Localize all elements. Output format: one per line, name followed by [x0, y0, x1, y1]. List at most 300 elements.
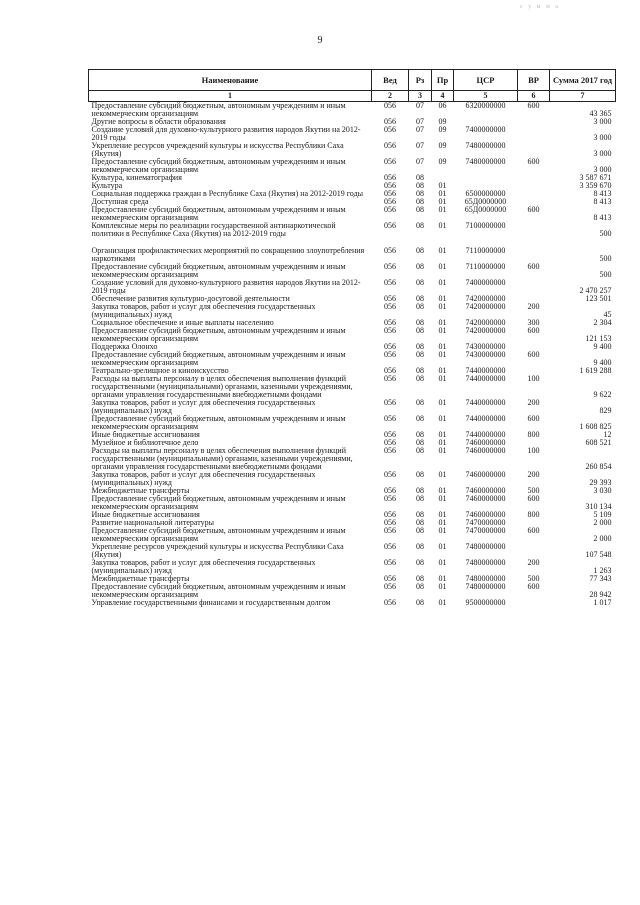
- row-sum: 500: [599, 254, 612, 263]
- row-name: Предоставление субсидий бюджетным, автономным учреждениям и иным некоммерческим организациям: [91, 582, 346, 599]
- row-sum: 3 000: [593, 165, 612, 174]
- row-rz: 08: [416, 173, 424, 182]
- row-ved: 056: [384, 117, 396, 126]
- row-name: Иные бюджетные ассигнования: [91, 430, 200, 439]
- row-vr: 200: [527, 470, 540, 479]
- row-pr: 01: [438, 486, 447, 495]
- table-row: [89, 599, 616, 607]
- row-vr: [518, 543, 550, 559]
- row-rz: 08: [416, 518, 424, 527]
- row-ved: 056: [384, 318, 396, 327]
- row-csr: 65Д0000000: [464, 197, 507, 206]
- row-sum: 28 942: [589, 590, 612, 599]
- row-rz: 08: [416, 246, 424, 255]
- row-name: Укрепление ресурсов учреждений культуры и искусства Республики Саха (Якутия): [91, 141, 344, 158]
- row-csr: 7440000000: [465, 414, 506, 423]
- row-ved: 056: [384, 582, 396, 591]
- row-pr: 01: [438, 221, 447, 230]
- row-ved: 056: [384, 294, 396, 303]
- row-csr: 7110000000: [465, 246, 506, 255]
- row-name: Доступная среда: [91, 197, 149, 206]
- table-row: [89, 206, 616, 222]
- row-csr: 7460000000: [465, 494, 506, 503]
- row-csr: 7460000000: [465, 486, 506, 495]
- row-vr: [518, 190, 550, 198]
- row-rz: 08: [416, 221, 424, 230]
- column-number-row: [89, 91, 616, 102]
- row-sum: 3 000: [593, 149, 612, 158]
- row-name: Предоставление субсидий бюджетным, автономным учреждениям и иным некоммерческим организациям: [91, 414, 346, 431]
- row-vr: [518, 247, 550, 263]
- row-rz: 08: [416, 326, 424, 335]
- row-sum: 829: [599, 406, 612, 415]
- table-row: [89, 399, 616, 415]
- row-sum: 260 854: [585, 462, 612, 471]
- row-pr: 01: [438, 326, 447, 335]
- row-vr: 100: [527, 446, 540, 455]
- row-ved: 056: [384, 398, 396, 407]
- row-ved: 056: [384, 181, 396, 190]
- row-name: Закупка товаров, работ и услуг для обеспечения государственных (муниципальных) нужд: [91, 558, 316, 575]
- row-vr: 200: [527, 302, 540, 311]
- row-pr: 01: [438, 181, 447, 190]
- row-sum: 1 017: [593, 598, 612, 607]
- row-ved: 056: [384, 446, 396, 455]
- header-rz: Рз: [409, 70, 432, 91]
- row-pr: 09: [438, 125, 447, 134]
- row-rz: 08: [416, 189, 424, 198]
- row-sum: 12: [603, 430, 612, 439]
- row-vr: 600: [527, 414, 540, 423]
- row-vr: [518, 126, 550, 142]
- row-ved: 056: [384, 438, 396, 447]
- row-vr: [518, 222, 550, 238]
- row-csr: 7470000000: [465, 526, 506, 535]
- row-pr: 01: [438, 446, 447, 455]
- row-pr: 09: [438, 141, 447, 150]
- header-pr: Пр: [432, 70, 454, 91]
- row-name: Создание условий для духовно-культурного развития народов Якутии на 2012-2019 годы: [91, 278, 361, 295]
- row-csr: 7460000000: [465, 438, 506, 447]
- row-ved: 056: [384, 157, 396, 166]
- row-name: Предоставление субсидий бюджетным, автономным учреждениям и иным некоммерческим организациям: [91, 326, 346, 343]
- row-pr: 01: [438, 366, 447, 375]
- row-csr: 7460000000: [465, 446, 506, 455]
- table-row: [89, 495, 616, 511]
- row-ved: 056: [384, 494, 396, 503]
- row-rz: 08: [416, 205, 424, 214]
- row-pr: 01: [438, 582, 447, 591]
- table-row: [89, 351, 616, 367]
- row-pr: 01: [438, 542, 447, 551]
- row-csr: 6500000000: [465, 189, 506, 198]
- row-vr: 600: [527, 326, 540, 335]
- row-vr: 600: [527, 526, 540, 535]
- row-sum: 107 548: [585, 550, 612, 559]
- table-row: [89, 247, 616, 263]
- row-pr: 09: [438, 157, 447, 166]
- row-name: Другие вопросы в области образования: [91, 117, 226, 126]
- row-name: Иные бюджетные ассигнования: [91, 510, 200, 519]
- row-name: Культура, кинематография: [91, 173, 182, 182]
- table-row: [89, 303, 616, 319]
- row-ved: 056: [384, 598, 396, 607]
- row-sum: 2 470 257: [579, 286, 612, 295]
- row-ved: 056: [384, 414, 396, 423]
- row-ved: 056: [384, 350, 396, 359]
- row-vr: [518, 142, 550, 158]
- table-row: [89, 279, 616, 295]
- row-rz: 08: [416, 294, 424, 303]
- table-row: [89, 102, 616, 119]
- row-ved: 056: [384, 374, 396, 383]
- row-sum: 9 400: [593, 342, 612, 351]
- row-sum: 500: [599, 229, 612, 238]
- row-csr: 7400000000: [465, 278, 506, 287]
- row-sum: 310 134: [585, 502, 612, 511]
- row-pr: 01: [438, 398, 447, 407]
- row-vr: 600: [527, 262, 540, 271]
- row-ved: 056: [384, 125, 396, 134]
- row-ved: 056: [384, 430, 396, 439]
- row-name: Развитие национальной литературы: [91, 518, 214, 527]
- table-row: [89, 142, 616, 158]
- row-csr: [454, 174, 518, 182]
- top-faded-mark: с у м м а: [520, 4, 560, 10]
- row-csr: 7430000000: [465, 342, 506, 351]
- row-csr: 7460000000: [465, 470, 506, 479]
- row-name: Создание условий для духовно-культурного развития народов Якутии на 2012-2019 годы: [91, 125, 361, 142]
- row-name: Межбюджетные трансферты: [91, 486, 190, 495]
- row-rz: 08: [416, 558, 424, 567]
- header-row: [89, 70, 616, 91]
- row-csr: 6320000000: [465, 101, 506, 110]
- row-pr: 01: [438, 294, 447, 303]
- row-rz: 08: [416, 470, 424, 479]
- row-pr: 01: [438, 189, 447, 198]
- row-csr: 7480000000: [465, 542, 506, 551]
- page-number: 9: [317, 35, 323, 46]
- row-vr: 200: [527, 558, 540, 567]
- row-csr: 7100000000: [465, 221, 506, 230]
- row-vr: 200: [527, 398, 540, 407]
- col-number: 4: [432, 91, 454, 102]
- row-pr: 01: [438, 598, 447, 607]
- row-pr: 01: [438, 318, 447, 327]
- row-name: Предоставление субсидий бюджетным, автономным учреждениям и иным некоммерческим организациям: [91, 101, 346, 118]
- row-csr: 7420000000: [465, 326, 506, 335]
- row-name: Поддержка Олонхо: [91, 342, 158, 351]
- row-ved: 056: [384, 510, 396, 519]
- row-rz: 08: [416, 438, 424, 447]
- row-vr: 600: [527, 494, 540, 503]
- row-csr: 7460000000: [465, 510, 506, 519]
- row-sum: 1 263: [593, 566, 612, 575]
- row-name: Закупка товаров, работ и услуг для обеспечения государственных (муниципальных) нужд: [91, 398, 316, 415]
- table-row: [89, 543, 616, 559]
- row-rz: 08: [416, 318, 424, 327]
- table-row: [89, 559, 616, 575]
- col-number: 7: [550, 91, 616, 102]
- row-sum: 45: [603, 310, 612, 319]
- row-ved: 056: [384, 558, 396, 567]
- row-csr: 7470000000: [465, 518, 506, 527]
- row-rz: 07: [416, 117, 424, 126]
- row-rz: 08: [416, 510, 424, 519]
- table-row: [89, 527, 616, 543]
- row-ved: 056: [384, 221, 396, 230]
- header-csr: ЦСР: [454, 70, 518, 91]
- row-vr: 600: [527, 350, 540, 359]
- row-ved: 056: [384, 326, 396, 335]
- row-ved: 056: [384, 542, 396, 551]
- row-name: Социальное обеспечение и иные выплаты населению: [91, 318, 274, 327]
- row-rz: 08: [416, 494, 424, 503]
- row-rz: 08: [416, 197, 424, 206]
- header-ved: Вед: [372, 70, 409, 91]
- table-row: [89, 447, 616, 471]
- row-rz: 08: [416, 430, 424, 439]
- row-pr: 01: [438, 510, 447, 519]
- row-ved: 056: [384, 470, 396, 479]
- row-name: Музейное и библиотечное дело: [91, 438, 199, 447]
- table-row: [89, 174, 616, 182]
- row-pr: 01: [438, 374, 447, 383]
- row-sum: 3 000: [593, 133, 612, 142]
- row-name: Предоставление субсидий бюджетным, автономным учреждениям и иным некоммерческим организациям: [91, 205, 346, 222]
- row-rz: 08: [416, 486, 424, 495]
- row-sum: 5 109: [593, 510, 612, 519]
- row-csr: 7480000000: [465, 582, 506, 591]
- row-pr: 01: [438, 342, 447, 351]
- row-csr: 65Д0000000: [464, 205, 507, 214]
- row-rz: 07: [416, 101, 424, 110]
- row-pr: 01: [438, 278, 447, 287]
- row-vr: [518, 118, 550, 126]
- budget-table: [88, 69, 616, 607]
- row-sum: 3 587 671: [579, 173, 612, 182]
- row-name: Социальная поддержка граждан в Республике Саха (Якутия) на 2012-2019 годы: [91, 189, 364, 198]
- row-sum: 3 000: [593, 117, 612, 126]
- table-row: [89, 158, 616, 174]
- row-ved: 056: [384, 486, 396, 495]
- row-name: Предоставление субсидий бюджетным, автономным учреждениям и иным некоммерческим организациям: [91, 526, 346, 543]
- row-vr: [518, 174, 550, 182]
- row-rz: 07: [416, 125, 424, 134]
- row-ved: 056: [384, 189, 396, 198]
- row-pr: 06: [438, 101, 447, 110]
- col-number: 2: [372, 91, 409, 102]
- row-rz: 08: [416, 262, 424, 271]
- row-sum: 500: [599, 270, 612, 279]
- col-number: 3: [409, 91, 432, 102]
- row-ved: 056: [384, 141, 396, 150]
- row-sum: 8 413: [593, 213, 612, 222]
- row-ved: 056: [384, 246, 396, 255]
- row-csr: 7440000000: [465, 374, 506, 383]
- row-rz: 08: [416, 542, 424, 551]
- row-csr: 7480000000: [465, 574, 506, 583]
- row-rz: 08: [416, 526, 424, 535]
- row-sum: 2 304: [593, 318, 612, 327]
- row-vr: 600: [527, 157, 540, 166]
- row-rz: 08: [416, 582, 424, 591]
- row-csr: 7440000000: [465, 366, 506, 375]
- row-rz: 08: [416, 366, 424, 375]
- row-rz: 08: [416, 342, 424, 351]
- row-vr: [518, 279, 550, 295]
- row-sum: 77 343: [589, 574, 612, 583]
- row-vr: 800: [527, 510, 540, 519]
- row-rz: 07: [416, 141, 424, 150]
- row-csr: 7400000000: [465, 125, 506, 134]
- row-vr: 600: [527, 205, 540, 214]
- row-ved: 056: [384, 574, 396, 583]
- row-vr: [518, 182, 550, 190]
- row-pr: 01: [438, 205, 447, 214]
- row-vr: 600: [527, 101, 540, 110]
- row-pr: 01: [438, 518, 447, 527]
- row-csr: 9500000000: [465, 598, 506, 607]
- col-number: 6: [518, 91, 550, 102]
- row-pr: 01: [438, 197, 447, 206]
- row-ved: 056: [384, 302, 396, 311]
- row-rz: 08: [416, 574, 424, 583]
- row-ved: 056: [384, 526, 396, 535]
- table-row: [89, 583, 616, 599]
- row-pr: 01: [438, 574, 447, 583]
- row-ved: 056: [384, 173, 396, 182]
- row-name: Театрально-зрелищное и киноискусство: [91, 366, 229, 375]
- row-sum: 3 359 670: [579, 181, 612, 190]
- table-row: [89, 471, 616, 487]
- row-name: Предоставление субсидий бюджетным, автономным учреждениям и иным некоммерческим организациям: [91, 494, 346, 511]
- row-pr: 01: [438, 302, 447, 311]
- row-pr: 01: [438, 526, 447, 535]
- row-csr: 7440000000: [465, 430, 506, 439]
- row-name: Укрепление ресурсов учреждений культуры и искусства Республики Саха (Якутия): [91, 542, 344, 559]
- row-sum: 9 400: [593, 358, 612, 367]
- row-rz: 08: [416, 350, 424, 359]
- row-csr: 7110000000: [465, 262, 506, 271]
- row-rz: 08: [416, 374, 424, 383]
- row-name: Межбюджетные трансферты: [91, 574, 190, 583]
- row-vr: [518, 599, 550, 607]
- table-row: [89, 327, 616, 343]
- row-csr: 7420000000: [465, 318, 506, 327]
- row-rz: 08: [416, 446, 424, 455]
- row-vr: 600: [527, 582, 540, 591]
- row-ved: 056: [384, 518, 396, 527]
- row-vr: 500: [527, 574, 540, 583]
- row-csr: 7480000000: [465, 141, 506, 150]
- row-sum: 3 030: [593, 486, 612, 495]
- row-sum: 1 608 825: [579, 422, 612, 431]
- row-name: Культура: [91, 181, 123, 190]
- row-vr: 100: [527, 374, 540, 383]
- row-sum: 2 000: [593, 518, 612, 527]
- row-name: Предоставление субсидий бюджетным, автономным учреждениям и иным некоммерческим организациям: [91, 350, 346, 367]
- row-sum: 8 413: [593, 197, 612, 206]
- table-row: [89, 263, 616, 279]
- header-name: Наименование: [89, 70, 372, 91]
- row-name: Обеспечение развития культурно-досуговой деятельности: [91, 294, 290, 303]
- row-csr: 7430000000: [465, 350, 506, 359]
- row-ved: 056: [384, 366, 396, 375]
- row-ved: 056: [384, 262, 396, 271]
- row-sum: 43 365: [589, 109, 612, 118]
- row-name: Управление государственными финансами и государственным долгом: [91, 598, 331, 607]
- row-vr: 800: [527, 430, 540, 439]
- row-pr: 01: [438, 350, 447, 359]
- row-rz: 08: [416, 414, 424, 423]
- row-ved: 056: [384, 205, 396, 214]
- row-sum: 1 619 288: [579, 366, 612, 375]
- row-ved: 056: [384, 197, 396, 206]
- table-body: [89, 102, 616, 608]
- row-pr: 01: [438, 558, 447, 567]
- row-pr: 09: [438, 117, 447, 126]
- row-csr: 7440000000: [465, 398, 506, 407]
- row-sum: 2 000: [593, 534, 612, 543]
- row-pr: 01: [438, 246, 447, 255]
- row-rz: 08: [416, 398, 424, 407]
- col-number: 1: [89, 91, 372, 102]
- row-rz: 08: [416, 302, 424, 311]
- row-rz: 08: [416, 181, 424, 190]
- col-number: 5: [454, 91, 518, 102]
- row-rz: 07: [416, 157, 424, 166]
- table-row: [89, 415, 616, 431]
- row-name: Предоставление субсидий бюджетным, автономным учреждениям и иным некоммерческим организациям: [91, 262, 346, 279]
- row-name: Закупка товаров, работ и услуг для обеспечения государственных (муниципальных) нужд: [91, 470, 316, 487]
- row-sum: 8 413: [593, 189, 612, 198]
- row-name: Расходы на выплаты персоналу в целях обеспечения выполнения функций государственными (муниципальными) органами, казенными учреждениями, органами управления государственными внебюджетными фондами: [91, 374, 353, 399]
- table-row: [89, 190, 616, 198]
- table-row: [89, 126, 616, 142]
- row-csr: 7420000000: [465, 302, 506, 311]
- row-rz: 08: [416, 598, 424, 607]
- row-csr: 7480000000: [465, 157, 506, 166]
- row-name: Комплексные меры по реализации государственной антинаркотической политики в Республике Саха (Якутия) на 2012-2019 годы: [91, 221, 336, 238]
- row-pr: 01: [438, 262, 447, 271]
- row-sum: 121 153: [585, 334, 612, 343]
- row-sum: 29 393: [589, 478, 612, 487]
- row-pr: 01: [438, 470, 447, 479]
- row-ved: 056: [384, 278, 396, 287]
- header-sum: Сумма 2017 год: [550, 70, 616, 91]
- row-pr: 01: [438, 438, 447, 447]
- row-name: Предоставление субсидий бюджетным, автономным учреждениям и иным некоммерческим организациям: [91, 157, 346, 174]
- row-name: Закупка товаров, работ и услуг для обеспечения государственных (муниципальных) нужд: [91, 302, 316, 319]
- row-csr: 7420000000: [465, 294, 506, 303]
- row-sum: 9 622: [593, 390, 612, 399]
- row-pr: 01: [438, 414, 447, 423]
- row-vr: 300: [527, 318, 540, 327]
- table-row: [89, 222, 616, 238]
- row-vr: 500: [527, 486, 540, 495]
- header-vr: ВР: [518, 70, 550, 91]
- row-sum: 123 501: [585, 294, 612, 303]
- row-rz: 08: [416, 278, 424, 287]
- row-csr: 7480000000: [465, 558, 506, 567]
- row-ved: 056: [384, 342, 396, 351]
- row-name: Организация профилактических мероприятий по сокращению злоупотребления наркотиками: [91, 246, 365, 263]
- row-name: Расходы на выплаты персоналу в целях обеспечения выполнения функций государственными (муниципальными) органами, казенными учреждениями, органами управления государственными внебюджетными фондами: [91, 446, 353, 471]
- row-ved: 056: [384, 101, 396, 110]
- row-pr: 01: [438, 494, 447, 503]
- row-sum: 608 521: [585, 438, 612, 447]
